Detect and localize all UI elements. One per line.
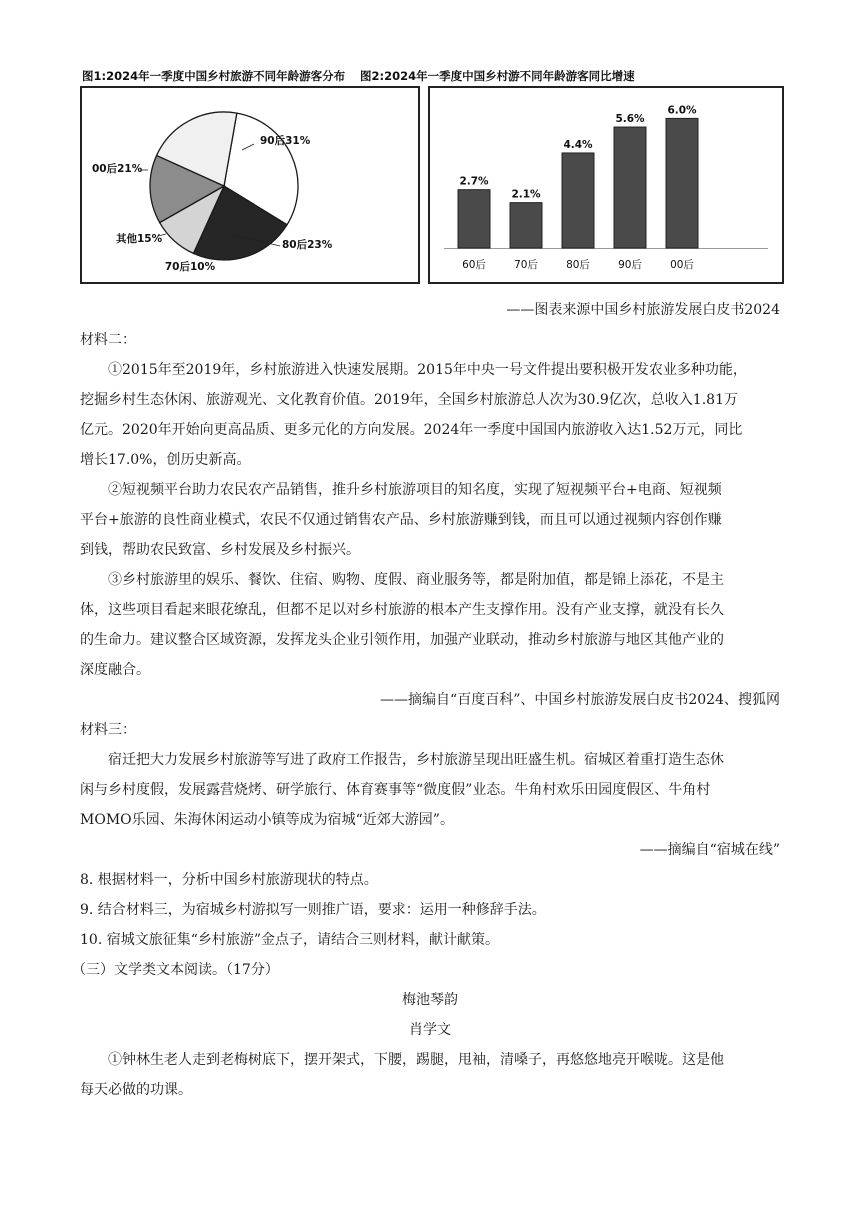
material-three-source: ——摘编自“宿城在线”	[639, 842, 780, 858]
question-9: 9. 结合材料三，为宿城乡村游拟写一则推广语，要求：运用一种修辞手法。	[80, 902, 546, 918]
chart-row	[78, 64, 784, 286]
material-three-paragraph	[80, 745, 780, 835]
material-two-source: ——摘编自“百度百科”、中国乡村旅游发展白皮书2024、搜狐网	[380, 692, 780, 708]
paragraph-line: 挖掘乡村生态休闲、旅游观光、文化教育价值。2019年，全国乡村旅游总人次为30.9亿次，总收入1.81万	[80, 392, 738, 408]
paragraph-line: 体，这些项目看起来眼花缭乱，但都不足以对乡村旅游的根本产生支撑作用。没有产业支撑，就没有长久	[80, 602, 724, 618]
paragraph-line: 闲与乡村度假，发展露营烧烤、研学旅行、体育赛事等“微度假”业态。牛角村欢乐田园度假区、牛角村	[80, 782, 711, 798]
story-paragraph-1	[80, 1045, 780, 1105]
material-two-paragraph-3	[80, 565, 780, 685]
pie-slice-label: 70后10%	[164, 261, 216, 273]
story-title: 梅池琴韵	[402, 992, 458, 1008]
bar-category-label: 00后	[670, 259, 694, 271]
question-10: 10. 宿城文旅征集“乡村旅游”金点子，请结合三则材料，献计献策。	[80, 932, 500, 948]
paragraph-line: 每天必做的功课。	[80, 1082, 192, 1098]
paragraph-line: MOMO乐园、朱海休闲运动小镇等成为宿城“近郊大游园”。	[80, 812, 454, 828]
paragraph-line: ①钟林生老人走到老梅树底下，摆开架式，下腰，踢腿，甩袖，清嗓子，再悠悠地亮开喉咙。这是他	[108, 1052, 724, 1068]
pie-chart-title: 图1:2024年一季度中国乡村旅游不同年龄游客分布	[82, 69, 346, 83]
source-text: ——图表来源中国乡村旅游发展白皮书2024	[506, 302, 780, 318]
bar-category-label: 70后	[514, 259, 538, 271]
section-three-heading: （三）文学类文本阅读。（17分）	[72, 962, 279, 978]
bar-value-label: 4.4%	[563, 138, 593, 151]
material-three-title: 材料三：	[80, 722, 136, 738]
bar-value-label: 2.1%	[511, 188, 541, 201]
bar-category-label: 90后	[618, 259, 642, 271]
material-two-paragraph-1	[80, 355, 780, 475]
material-two-title: 材料二：	[80, 332, 136, 348]
paragraph-line: ②短视频平台助力农民农产品销售，推升乡村旅游项目的知名度，实现了短视频平台+电商、短视频	[108, 482, 722, 498]
bar-90后	[614, 127, 646, 248]
bar-00后	[666, 118, 698, 248]
material-two	[72, 325, 780, 1105]
story-author: 肖学文	[409, 1022, 451, 1038]
pie-chart-frame	[80, 86, 420, 284]
paragraph-line: ①2015年至2019年，乡村旅游进入快速发展期。2015年中央一号文件提出要积极开发农业多种功能，	[108, 362, 747, 378]
paragraph-line: 深度融合。	[80, 662, 150, 678]
bar-chart-frame	[428, 86, 784, 284]
paragraph-line: 宿迁把大力发展乡村旅游等写进了政府工作报告，乡村旅游呈现出旺盛生机。宿城区着重打造生态休	[108, 752, 724, 768]
paragraph-line: 平台+旅游的良性商业模式，农民不仅通过销售农产品、乡村旅游赚到钱，而且可以通过视频内容创作赚	[80, 512, 722, 528]
material-two-paragraph-2	[80, 475, 780, 565]
pie-slice-label: 其他15%	[116, 233, 163, 245]
paragraph-line: 增长17.0%，创历史新高。	[80, 452, 251, 468]
bar-category-label: 80后	[566, 259, 590, 271]
pie-slice-label: 90后31%	[260, 135, 311, 147]
paragraph-line: 到钱，帮助农民致富、乡村发展及乡村振兴。	[80, 542, 360, 558]
pie-slice-label: 00后21%	[92, 163, 143, 175]
bar-80后	[562, 153, 594, 248]
bar-60后	[458, 190, 490, 248]
paragraph-line: ③乡村旅游里的娱乐、餐饮、住宿、购物、度假、商业服务等，都是附加值，都是锦上添花，不是主	[108, 572, 724, 588]
paragraph-line: 的生命力。建议整合区域资源，发挥龙头企业引领作用，加强产业联动，推动乡村旅游与地区其他产业的	[80, 632, 724, 648]
question-8: 8. 根据材料一，分析中国乡村旅游现状的特点。	[80, 872, 378, 888]
paragraph-line: 亿元。2020年开始向更高品质、更多元化的方向发展。2024年一季度中国国内旅游收入达1.52万元，同比	[80, 422, 743, 438]
pie-chart	[82, 88, 418, 282]
bar-value-label: 5.6%	[615, 113, 645, 126]
bar-category-label: 60后	[462, 259, 486, 271]
bar-value-label: 2.7%	[459, 175, 489, 188]
bar-chart	[430, 88, 782, 282]
bar-chart-title: 图2:2024年一季度中国乡村游不同年龄游客同比增速	[360, 69, 635, 83]
bar-value-label: 6.0%	[667, 104, 697, 117]
chart-source	[80, 295, 780, 325]
bar-70后	[510, 203, 542, 248]
pie-slice-label: 80后23%	[282, 239, 333, 251]
